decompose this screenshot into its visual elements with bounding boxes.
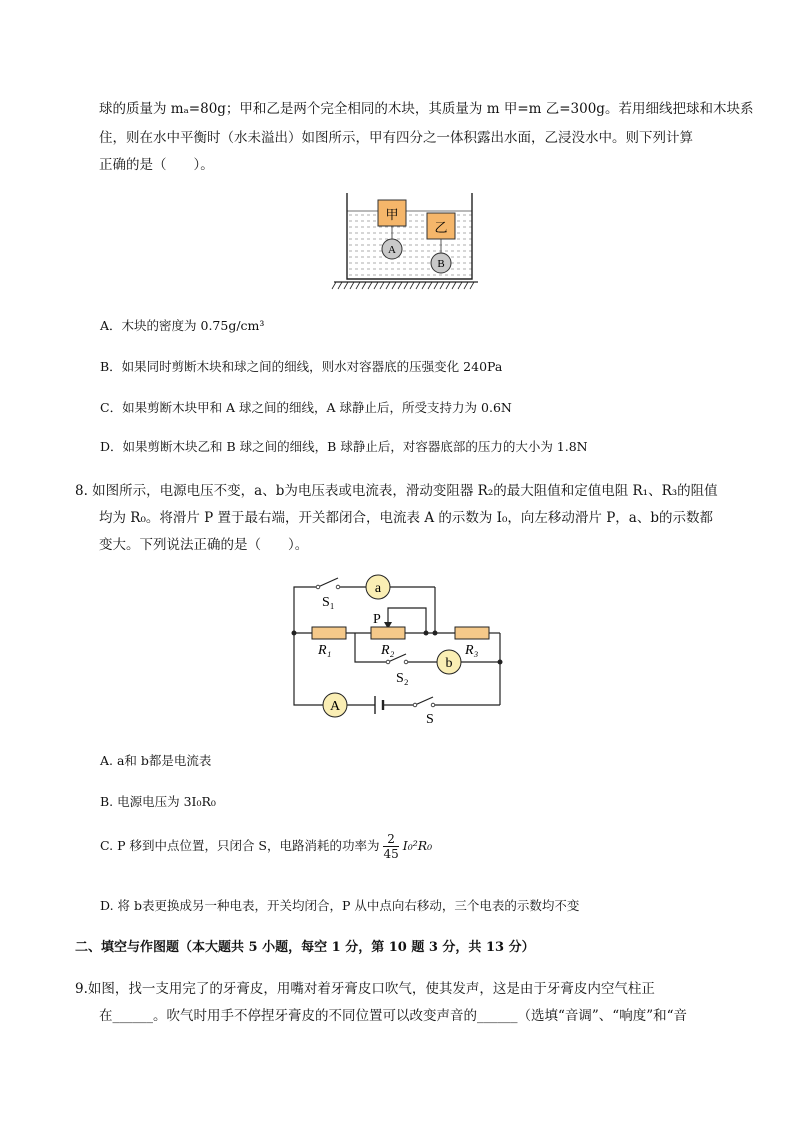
q8-option-c-formula: I₀²R₀ xyxy=(402,838,433,853)
q7-text-line-2: 住，则在水中平衡时（水未溢出）如图所示，甲有四分之一体积露出水面，乙浸没水中。则下列计算 xyxy=(99,130,693,146)
meter-a-label: a xyxy=(374,581,382,596)
block-yi-label: 乙 xyxy=(434,220,448,235)
q8-option-a: A. a和 b都是电流表 xyxy=(100,753,212,768)
q8-text-line-1: 8. 如图所示，电源电压不变，a、b为电压表或电流表，滑动变阻器 R₂的最大阻值和定值电阻 R₁、R₃的阻值 xyxy=(75,483,718,499)
meter-b-label: b xyxy=(445,656,453,671)
resistor-r2 xyxy=(371,627,405,639)
ground-hatch xyxy=(332,282,474,289)
resistor-r1 xyxy=(312,627,346,639)
q8-option-c-text: C. P 移到中点位置，只闭合 S，电路消耗的功率为 xyxy=(100,838,380,853)
resistor-r3 xyxy=(455,627,489,639)
q7-option-a: A．木块的密度为 0.75g/cm³ xyxy=(100,318,265,333)
switch-s-label: S xyxy=(426,712,434,727)
r3-label: R₃ xyxy=(465,643,479,658)
q8-option-c-fraction xyxy=(383,832,398,861)
q7-text-line-1: 球的质量为 mₐ=80g；甲和乙是两个完全相同的木块，其质量为 m 甲=m 乙=300g。若用细线把球和木块系 xyxy=(99,101,754,117)
q8-text-line-2: 均为 R₀。将滑片 P 置于最右端，开关都闭合，电流表 A 的示数为 I₀，向左移动滑片 P，a、b的示数都 xyxy=(99,510,713,526)
ammeter-a-label: A xyxy=(329,699,341,714)
r1-label: R₁ xyxy=(318,643,332,658)
ball-a-label: A xyxy=(388,244,396,256)
r2-label: R₂ xyxy=(381,643,395,658)
q7-text-line-3: 正确的是（ ）。 xyxy=(99,157,214,173)
switch-s1-label: S₁ xyxy=(322,595,335,610)
q8-option-c xyxy=(100,832,432,861)
fraction-denominator: 45 xyxy=(383,847,399,861)
switch-s-blade xyxy=(415,697,433,705)
ball-b-label: B xyxy=(437,258,445,270)
switch-s2-label: S₂ xyxy=(396,671,409,686)
block-jia-label: 甲 xyxy=(385,207,399,222)
q8-option-b: B. 电源电压为 3I₀R₀ xyxy=(100,794,216,809)
q8-option-d: D. 将 b表更换成另一种电表，开关均闭合，P 从中点向右移动，三个电表的示数均不变 xyxy=(100,898,580,913)
q7-option-d: D．如果剪断木块乙和 B 球之间的细线，B 球静止后，对容器底部的压力的大小为 1.8N xyxy=(100,439,588,454)
slider-p-label: P xyxy=(373,612,381,627)
fraction-numerator: 2 xyxy=(383,832,398,847)
q9-text-line-2: 在______。吹气时用手不停捏牙膏皮的不同位置可以改变声音的______（选填“音调”、“响度”和“音 xyxy=(99,1008,688,1024)
q7-container-figure xyxy=(330,188,480,298)
q7-option-b: B．如果同时剪断木块和球之间的细线，则水对容器底的压强变化 240Pa xyxy=(100,359,503,374)
switch-s1-blade xyxy=(318,578,338,587)
q9-text-line-1: 9.如图，找一支用完了的牙膏皮，用嘴对着牙膏皮口吹气，使其发声，这是由于牙膏皮内空气柱正 xyxy=(75,981,655,997)
section-2-heading: 二、填空与作图题（本大题共 5 小题，每空 1 分，第 10 题 3 分，共 13 分） xyxy=(75,940,535,955)
q8-circuit-diagram xyxy=(280,568,520,728)
q7-option-c: C．如果剪断木块甲和 A 球之间的细线，A 球静止后，所受支持力为 0.6N xyxy=(100,400,512,415)
q8-text-line-3: 变大。下列说法正确的是（ ）。 xyxy=(99,537,309,553)
